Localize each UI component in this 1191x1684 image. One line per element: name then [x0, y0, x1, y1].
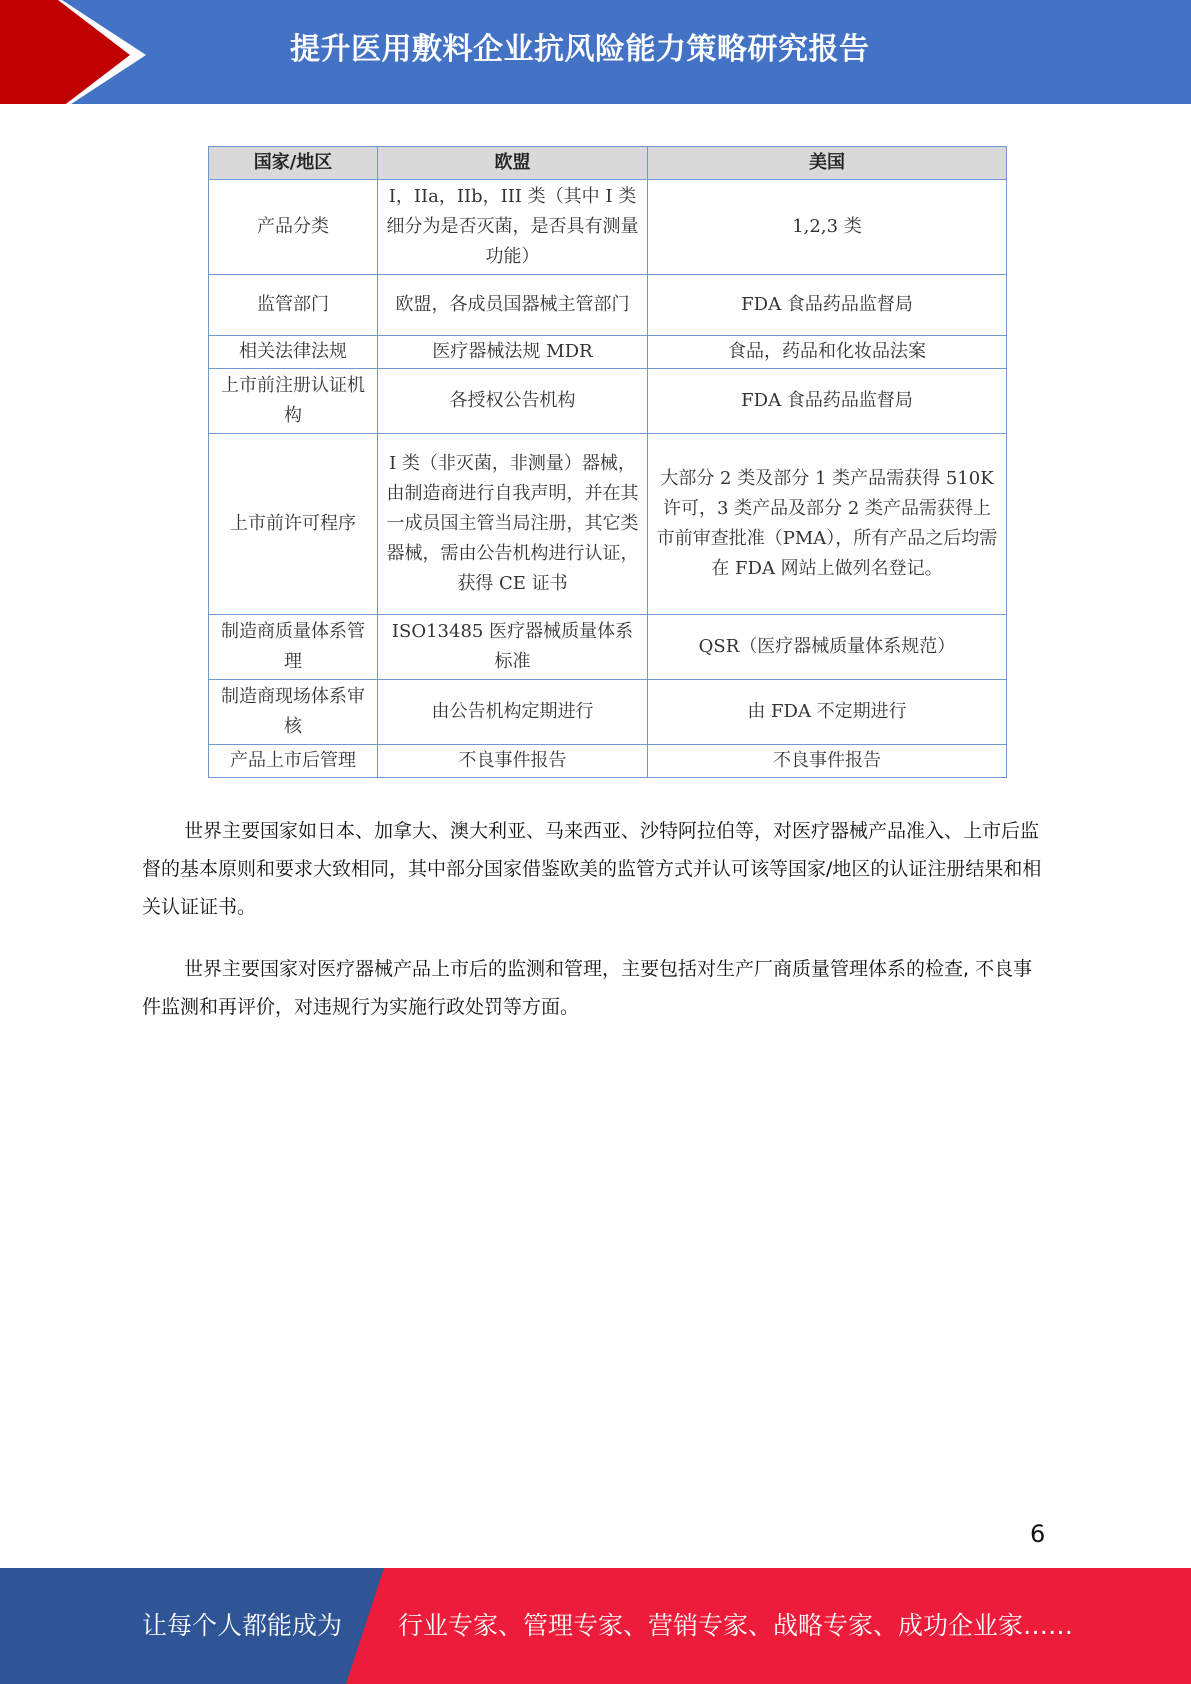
row-label: 制造商现场体系审核	[209, 680, 378, 745]
eu-cell: I 类（非灭菌，非测量）器械，由制造商进行自我声明，并在其一成员国主管当局注册，其它类器械，需由公告机构进行认证，获得 CE 证书	[378, 434, 648, 615]
header-region: 国家/地区	[209, 147, 378, 180]
table-row	[209, 680, 1007, 745]
eu-cell: 不良事件报告	[378, 745, 648, 778]
footer-slogan-left: 让每个人都能成为	[142, 1611, 343, 1640]
us-cell: FDA 食品药品监督局	[648, 369, 1007, 434]
table-row	[209, 275, 1007, 336]
row-label: 上市前许可程序	[209, 434, 378, 615]
eu-cell: 医疗器械法规 MDR	[378, 336, 648, 369]
eu-cell: I，IIa，IIb，III 类（其中 I 类细分为是否灭菌，是否具有测量功能）	[378, 180, 648, 275]
comparison-table-container	[208, 146, 1006, 778]
eu-cell: 由公告机构定期进行	[378, 680, 648, 745]
report-title: 提升医用敷料企业抗风险能力策略研究报告	[290, 32, 870, 67]
table-header-row	[209, 147, 1007, 180]
table-row	[209, 615, 1007, 680]
table-row	[209, 369, 1007, 434]
row-label: 上市前注册认证机构	[209, 369, 378, 434]
footer-banner	[0, 1568, 1191, 1684]
table-row	[209, 745, 1007, 778]
row-label: 制造商质量体系管理	[209, 615, 378, 680]
us-cell: QSR（医疗器械质量体系规范）	[648, 615, 1007, 680]
header-banner	[0, 0, 1191, 110]
row-label: 相关法律法规	[209, 336, 378, 369]
page-number: 6	[1030, 1520, 1046, 1548]
us-cell: 大部分 2 类及部分 1 类产品需获得 510K 许可，3 类产品及部分 2 类产品需获得上市前审查批准（PMA），所有产品之后均需在 FDA 网站上做列名登记。	[648, 434, 1007, 615]
eu-us-comparison-table	[208, 146, 1007, 778]
row-label: 产品上市后管理	[209, 745, 378, 778]
table-row	[209, 180, 1007, 275]
us-cell: 1,2,3 类	[648, 180, 1007, 275]
header-eu: 欧盟	[378, 147, 648, 180]
eu-cell: 各授权公告机构	[378, 369, 648, 434]
footer-slogan-right: 行业专家、管理专家、营销专家、战略专家、成功企业家……	[398, 1611, 1074, 1640]
table-row	[209, 336, 1007, 369]
us-cell: 食品，药品和化妆品法案	[648, 336, 1007, 369]
eu-cell: 欧盟，各成员国器械主管部门	[378, 275, 648, 336]
us-cell: 由 FDA 不定期进行	[648, 680, 1007, 745]
row-label: 监管部门	[209, 275, 378, 336]
us-cell: FDA 食品药品监督局	[648, 275, 1007, 336]
body-paragraph-2: 世界主要国家对医疗器械产品上市后的监测和管理，主要包括对生产厂商质量管理体系的检查, 不良事件监测和再评价，对违规行为实施行政处罚等方面。	[142, 958, 1033, 1018]
body-paragraph-1: 世界主要国家如日本、加拿大、澳大利亚、马来西亚、沙特阿拉伯等，对医疗器械产品准入、上市后监督的基本原则和要求大致相同，其中部分国家借鉴欧美的监管方式并认可该等国家/地区的认证注册结果和相关认证证书。	[142, 820, 1042, 918]
us-cell: 不良事件报告	[648, 745, 1007, 778]
eu-cell: ISO13485 医疗器械质量体系标准	[378, 615, 648, 680]
header-us: 美国	[648, 147, 1007, 180]
table-row	[209, 434, 1007, 615]
row-label: 产品分类	[209, 180, 378, 275]
